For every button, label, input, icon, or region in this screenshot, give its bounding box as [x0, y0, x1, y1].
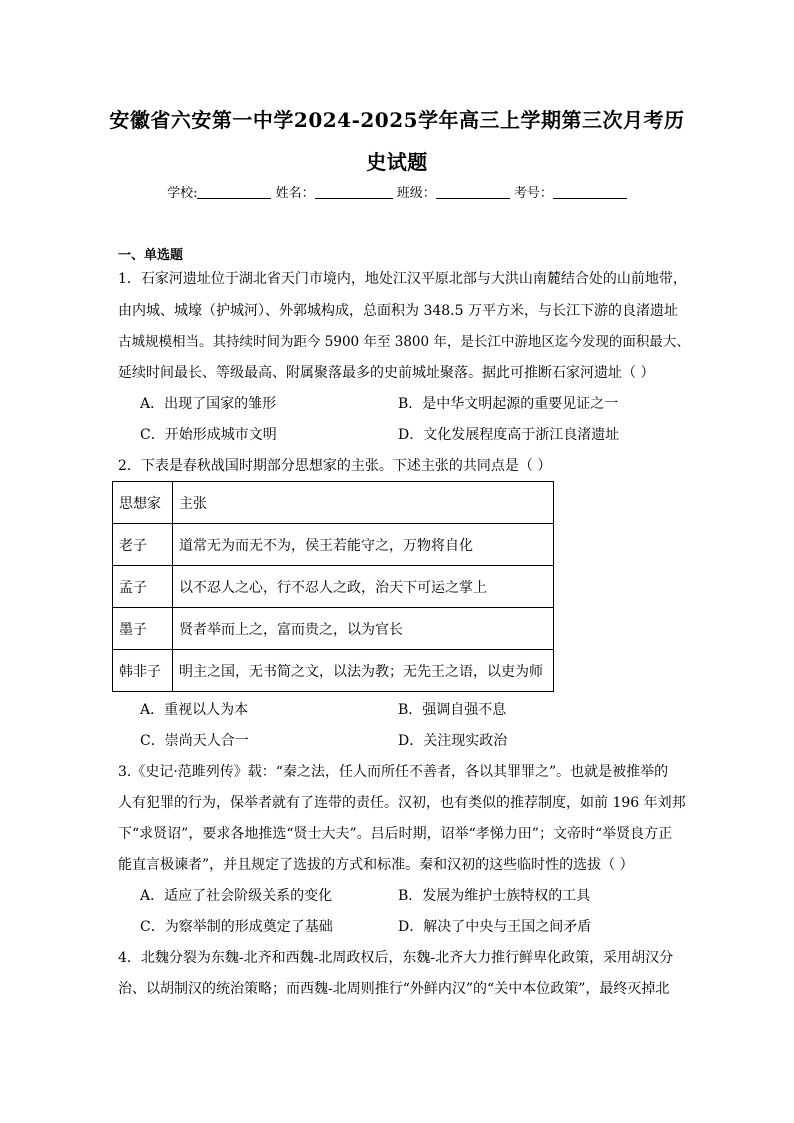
table-cell: 韩非子	[113, 650, 173, 692]
q4-line: 治、以胡制汉的统治策略；而西魏-北周则推行“外鲜内汉”的“关中本位政策”，最终灭掉北	[118, 981, 670, 997]
q1-option-a: A．出现了国家的雏形	[140, 396, 277, 412]
table-header-cell: 思想家	[113, 482, 173, 524]
q1-option-c: C．开始形成城市文明	[140, 427, 277, 443]
class-blank	[436, 184, 510, 199]
name-label: 姓名：	[275, 186, 315, 201]
q3-option-a: A．适应了社会阶级关系的变化	[140, 888, 333, 904]
name-blank	[315, 184, 393, 199]
student-info-row	[0, 182, 794, 201]
q1-line: 1．石家河遗址位于湖北省天门市境内，地处江汉平原北部与大洪山南麓结合处的山前地带，	[118, 271, 687, 287]
table-row	[113, 524, 554, 566]
table-row	[113, 650, 554, 692]
exam-title-line2: 史试题	[366, 150, 428, 174]
q4-line: 4．北魏分裂为东魏-北齐和西魏-北周政权后，东魏-北齐大力推行鲜卑化政策，采用胡汉分	[118, 950, 674, 966]
q2-option-a: A．重视以人为本	[140, 702, 249, 718]
table-cell: 贤者举而上之，富而贵之，以为官长	[173, 608, 554, 650]
exam-title-line1: 安徽省六安第一中学2024-2025学年高三上学期第三次月考历	[109, 108, 685, 132]
q2-option-d: D．关注现实政治	[398, 733, 508, 749]
q1-option-d: D．文化发展程度高于浙江良渚遗址	[398, 427, 620, 443]
q1-line: 古城规模相当。其持续时间为距今 5900 年至 3800 年，是长江中游地区迄今发现的面积最大、	[118, 334, 690, 350]
q3-line: 能直言极谏者”，并且规定了选拔的方式和标准。秦和汉初的这些临时性的选拔（ ）	[118, 857, 634, 873]
table-cell: 墨子	[113, 608, 173, 650]
q3-line: 下“求贤诏”，要求各地推选“贤士大夫”。吕后时期，诏举“孝悌力田”；文帝时“举贤良方正	[118, 826, 673, 842]
q3-option-b: B．发展为维护士族特权的工具	[398, 888, 591, 904]
class-label: 班级：	[396, 186, 436, 201]
q3-line: 3.《史记·范雎列传》载：“秦之法，任人而所任不善者，各以其罪罪之”。也就是被推举的	[118, 764, 669, 780]
q1-line: 由内城、城壕（护城河）、外郭城构成，总面积为 348.5 万平方米，与长江下游的良渚遗址	[118, 303, 678, 319]
q2-option-c: C．崇尚天人合一	[140, 733, 249, 749]
q3-option-c: C．为察举制的形成奠定了基础	[140, 919, 333, 935]
table-cell: 明主之国，无书简之文，以法为教；无先王之语，以吏为师	[173, 650, 554, 692]
school-blank	[197, 184, 271, 199]
number-blank	[553, 184, 627, 199]
q2-option-b: B．强调自强不息	[398, 702, 507, 718]
number-label: 考号：	[513, 186, 553, 201]
table-row	[113, 566, 554, 608]
thinkers-table	[112, 481, 554, 692]
q3-option-d: D．解决了中央与王国之间矛盾	[398, 919, 592, 935]
table-header-row	[113, 482, 554, 524]
q1-option-b: B．是中华文明起源的重要见证之一	[398, 396, 619, 412]
q2-stem: 2．下表是春秋战国时期部分思想家的主张。下述主张的共同点是（ ）	[118, 458, 552, 474]
section-heading: 一、单选题	[118, 248, 184, 263]
q1-line: 延续时间最长、等级最高、附属聚落最多的史前城址聚落。据此可推断石家河遗址（ ）	[118, 365, 655, 381]
table-header-cell: 主张	[173, 482, 554, 524]
table-cell: 孟子	[113, 566, 173, 608]
q3-line: 人有犯罪的行为，保举者就有了连带的责任。汉初，也有类似的推荐制度，如前 196 年刘邦	[118, 795, 686, 811]
table-row	[113, 608, 554, 650]
table-cell: 以不忍人之心，行不忍人之政，治天下可运之掌上	[173, 566, 554, 608]
table-cell: 老子	[113, 524, 173, 566]
table-cell: 道常无为而无不为，侯王若能守之，万物将自化	[173, 524, 554, 566]
school-label: 学校:	[167, 186, 198, 201]
